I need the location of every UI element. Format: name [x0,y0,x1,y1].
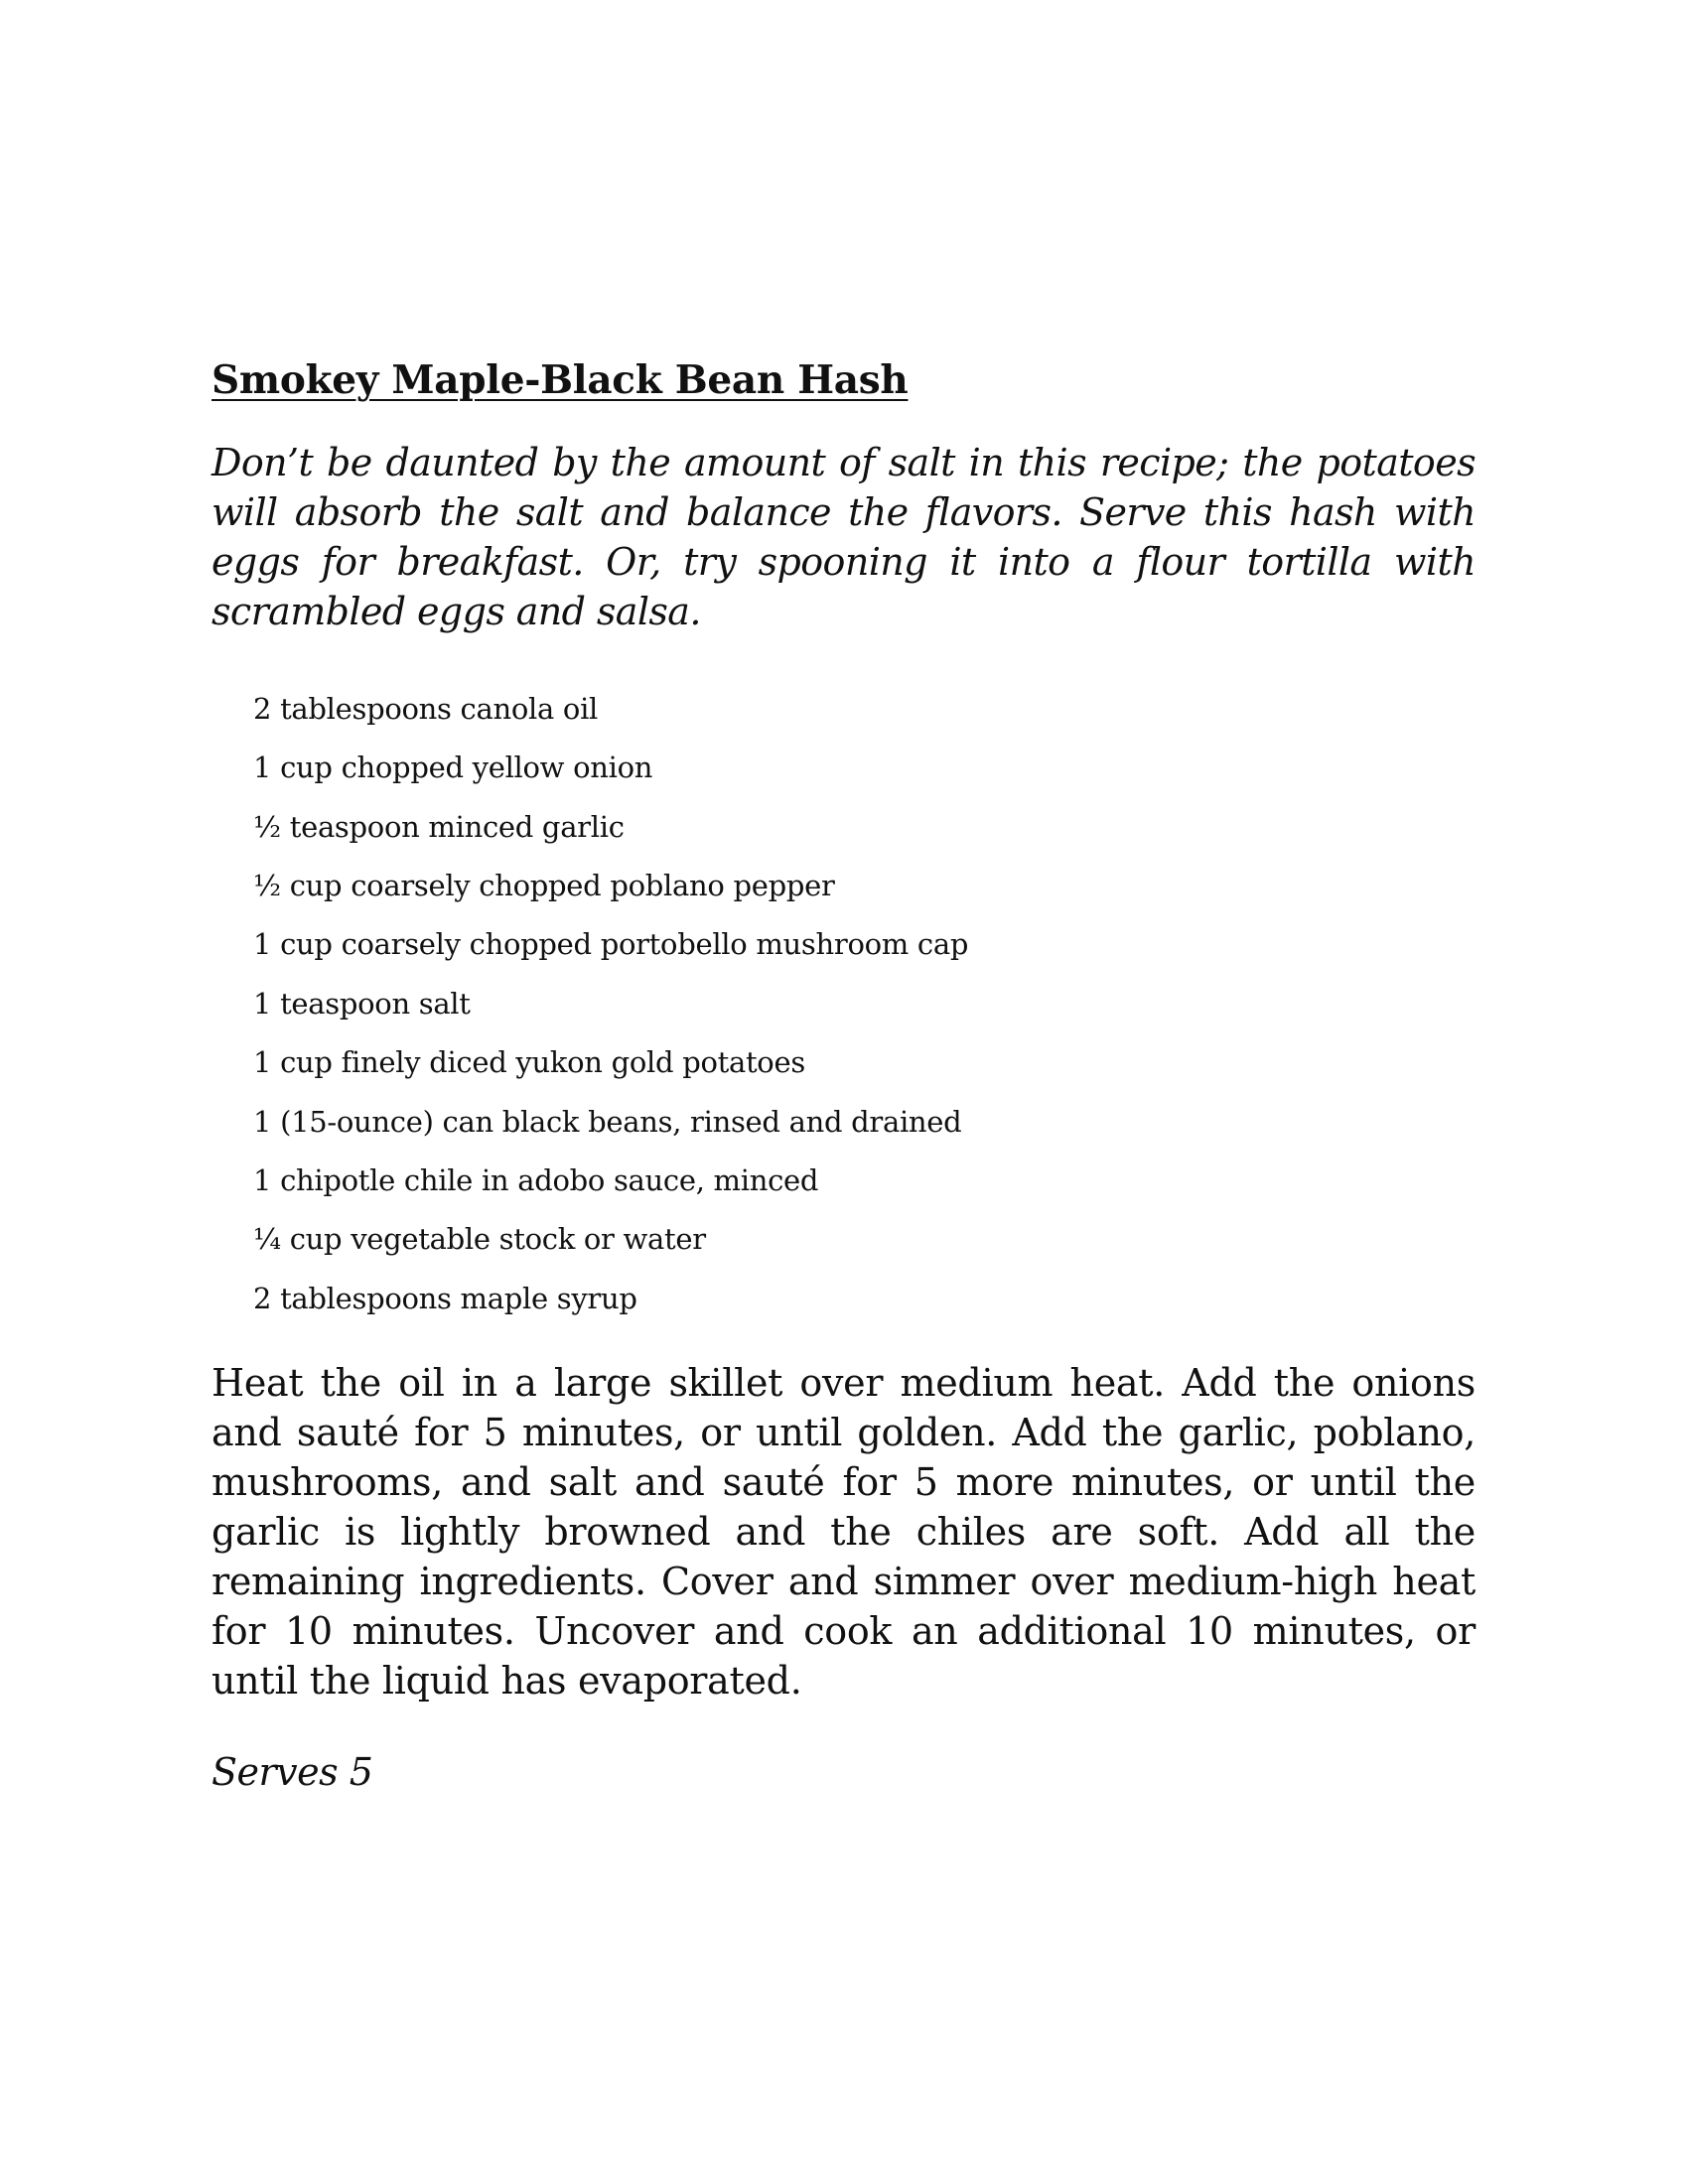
recipe-directions: Heat the oil in a large skillet over medium heat. Add the onions and sauté for 5 minutes, or until golden. Add the garlic, poblano, mushrooms, and salt and sauté for 5 more minutes, or until the garlic is lightly browned and the chiles are soft. Add all the remaining ingredients. Cover and simmer over medium-high heat for 10 minutes. Uncover and cook an additional 10 minutes, or until the liquid has evaporated. [211,1361,1476,1704]
recipe-page [211,357,1476,1797]
recipe-yield: Serves 5 [211,1750,373,1795]
ingredient-item: 1 cup finely diced yukon gold potatoes [253,1045,805,1080]
ingredient-item: 2 tablespoons maple syrup [253,1281,637,1315]
recipe-intro: Don’t be daunted by the amount of salt in this recipe; the potatoes will absorb the salt and balance the flavors. Serve this hash with eggs for breakfast. Or, try spooning it into a flour tortilla with scrambled eggs and salsa. [211,440,1476,633]
ingredient-item: 1 chipotle chile in adobo sauce, minced [253,1163,819,1198]
ingredient-item: 1 cup chopped yellow onion [253,751,653,785]
ingredient-item: ½ cup coarsely chopped poblano pepper [253,869,835,903]
ingredient-list [253,680,1476,1328]
ingredient-item: ¼ cup vegetable stock or water [253,1222,706,1257]
ingredient-item: 1 cup coarsely chopped portobello mushroom cap [253,927,969,962]
recipe-title: Smokey Maple-Black Bean Hash [211,357,909,403]
ingredient-item: 1 teaspoon salt [253,986,471,1021]
ingredient-item: ½ teaspoon minced garlic [253,809,625,844]
ingredient-item: 2 tablespoons canola oil [253,691,599,726]
ingredient-item: 1 (15-ounce) can black beans, rinsed and drained [253,1104,962,1139]
